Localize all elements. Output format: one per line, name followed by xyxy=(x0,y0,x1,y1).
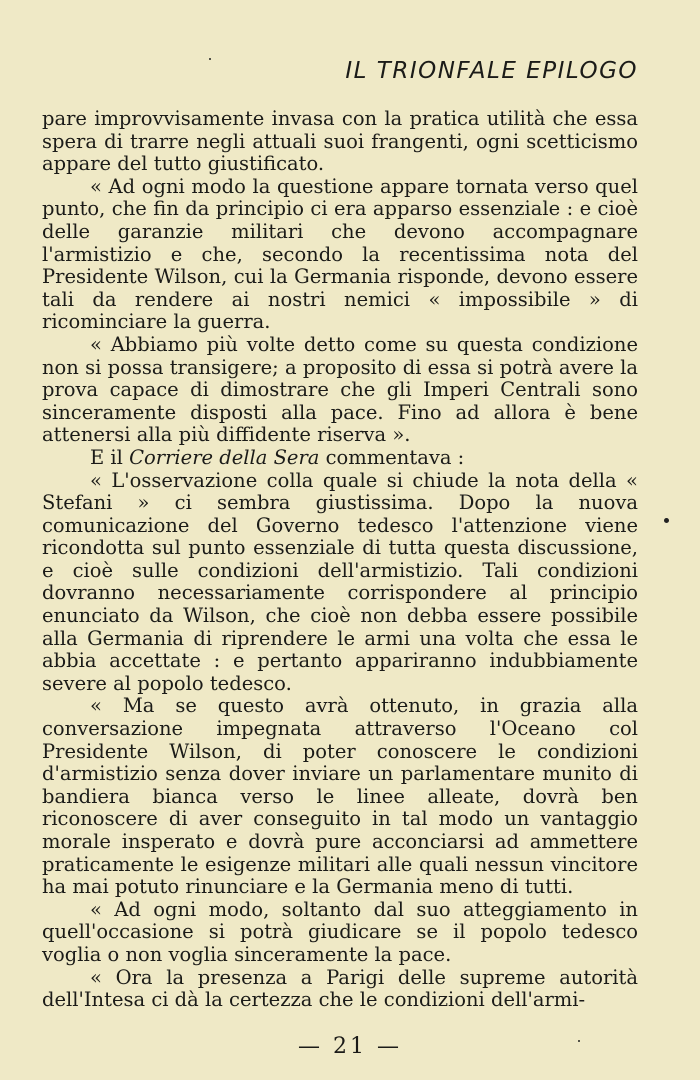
body-text xyxy=(42,108,638,1012)
quoted-paragraph: « Ora la presenza a Parigi delle supreme autorità dell'Intesa ci dà la certezza che le condizioni dell'armi- xyxy=(42,965,638,1012)
ink-speck xyxy=(578,1040,580,1042)
ink-speck xyxy=(209,58,211,60)
quoted-paragraph: « Ma se questo avrà ottenuto, in grazia alla conversazione impegnata attraverso l'Oceano col Presidente Wilson, di poter conoscere le condizioni d'armistizio senza dover inviare un parlamentare munito di bandiera bianca verso le linee alleate, dovrà ben riconoscere di aver conseguito in tal modo un vantaggio morale insperato e dovrà pure acconciarsi ad ammettere praticamente le esigenze militari alle quali nessun vincitore ha mai potuto rinunciare e la Germania meno di tutti. xyxy=(42,694,638,899)
quoted-paragraph: « Ad ogni modo, soltanto dal suo atteggiamento in quell'occasione si potrà giudicare se il popolo tedesco voglia o non voglia sinceramente la pace. xyxy=(42,897,638,966)
intro-line xyxy=(42,447,638,470)
paragraph: « Abbiamo più volte detto come su questa condizione non si possa transigere; a proposito di essa si potrà avere la prova capace di dimostrare che gli Imperi Centrali sono sinceramente disposti alla pace. Fino ad allora è bene attenersi alla più diffidente riserva ». xyxy=(42,332,638,447)
intro-text: E il xyxy=(90,445,130,469)
paragraph: pare improvvisamente invasa con la pratica utilità che essa spera di trarre negli attuali suoi frangenti, ogni scetticismo appare del tutto giustificato. xyxy=(42,107,638,176)
ink-speck xyxy=(664,518,669,523)
paragraph: « Ad ogni modo la questione appare tornata verso quel punto, che fin da principio ci era apparso essenziale : e cioè delle garanzie militari che devono accompagnare l'armistizio e che, secondo la recentissima nota del Presidente Wilson, cui la Germania risponde, devono essere tali da rendere ai nostri nemici « impossibile » di ricominciare la guerra. xyxy=(42,174,638,334)
running-head: IL TRIONFALE EPILOGO xyxy=(345,58,638,84)
quoted-paragraph: « L'osservazione colla quale si chiude la nota della « Stefani » ci sembra giustissima. Dopo la nuova comunicazione del Governo tedesco l'attenzione viene ricondotta sul punto essenziale di tutta questa discussione, e cioè sulle condizioni dell'armistizio. Tali condizioni dovranno necessariamente corrispondere al principio enunciato da Wilson, che cioè non debba essere possibile alla Germania di riprendere le armi una volta che essa le abbia accettate : e pertanto appariranno indubbiamente severe al popolo tedesco. xyxy=(42,468,638,695)
newspaper-name: Corriere della Sera xyxy=(129,445,320,469)
page-number: — 21 — xyxy=(298,1034,402,1059)
intro-text: commentava : xyxy=(319,445,465,469)
